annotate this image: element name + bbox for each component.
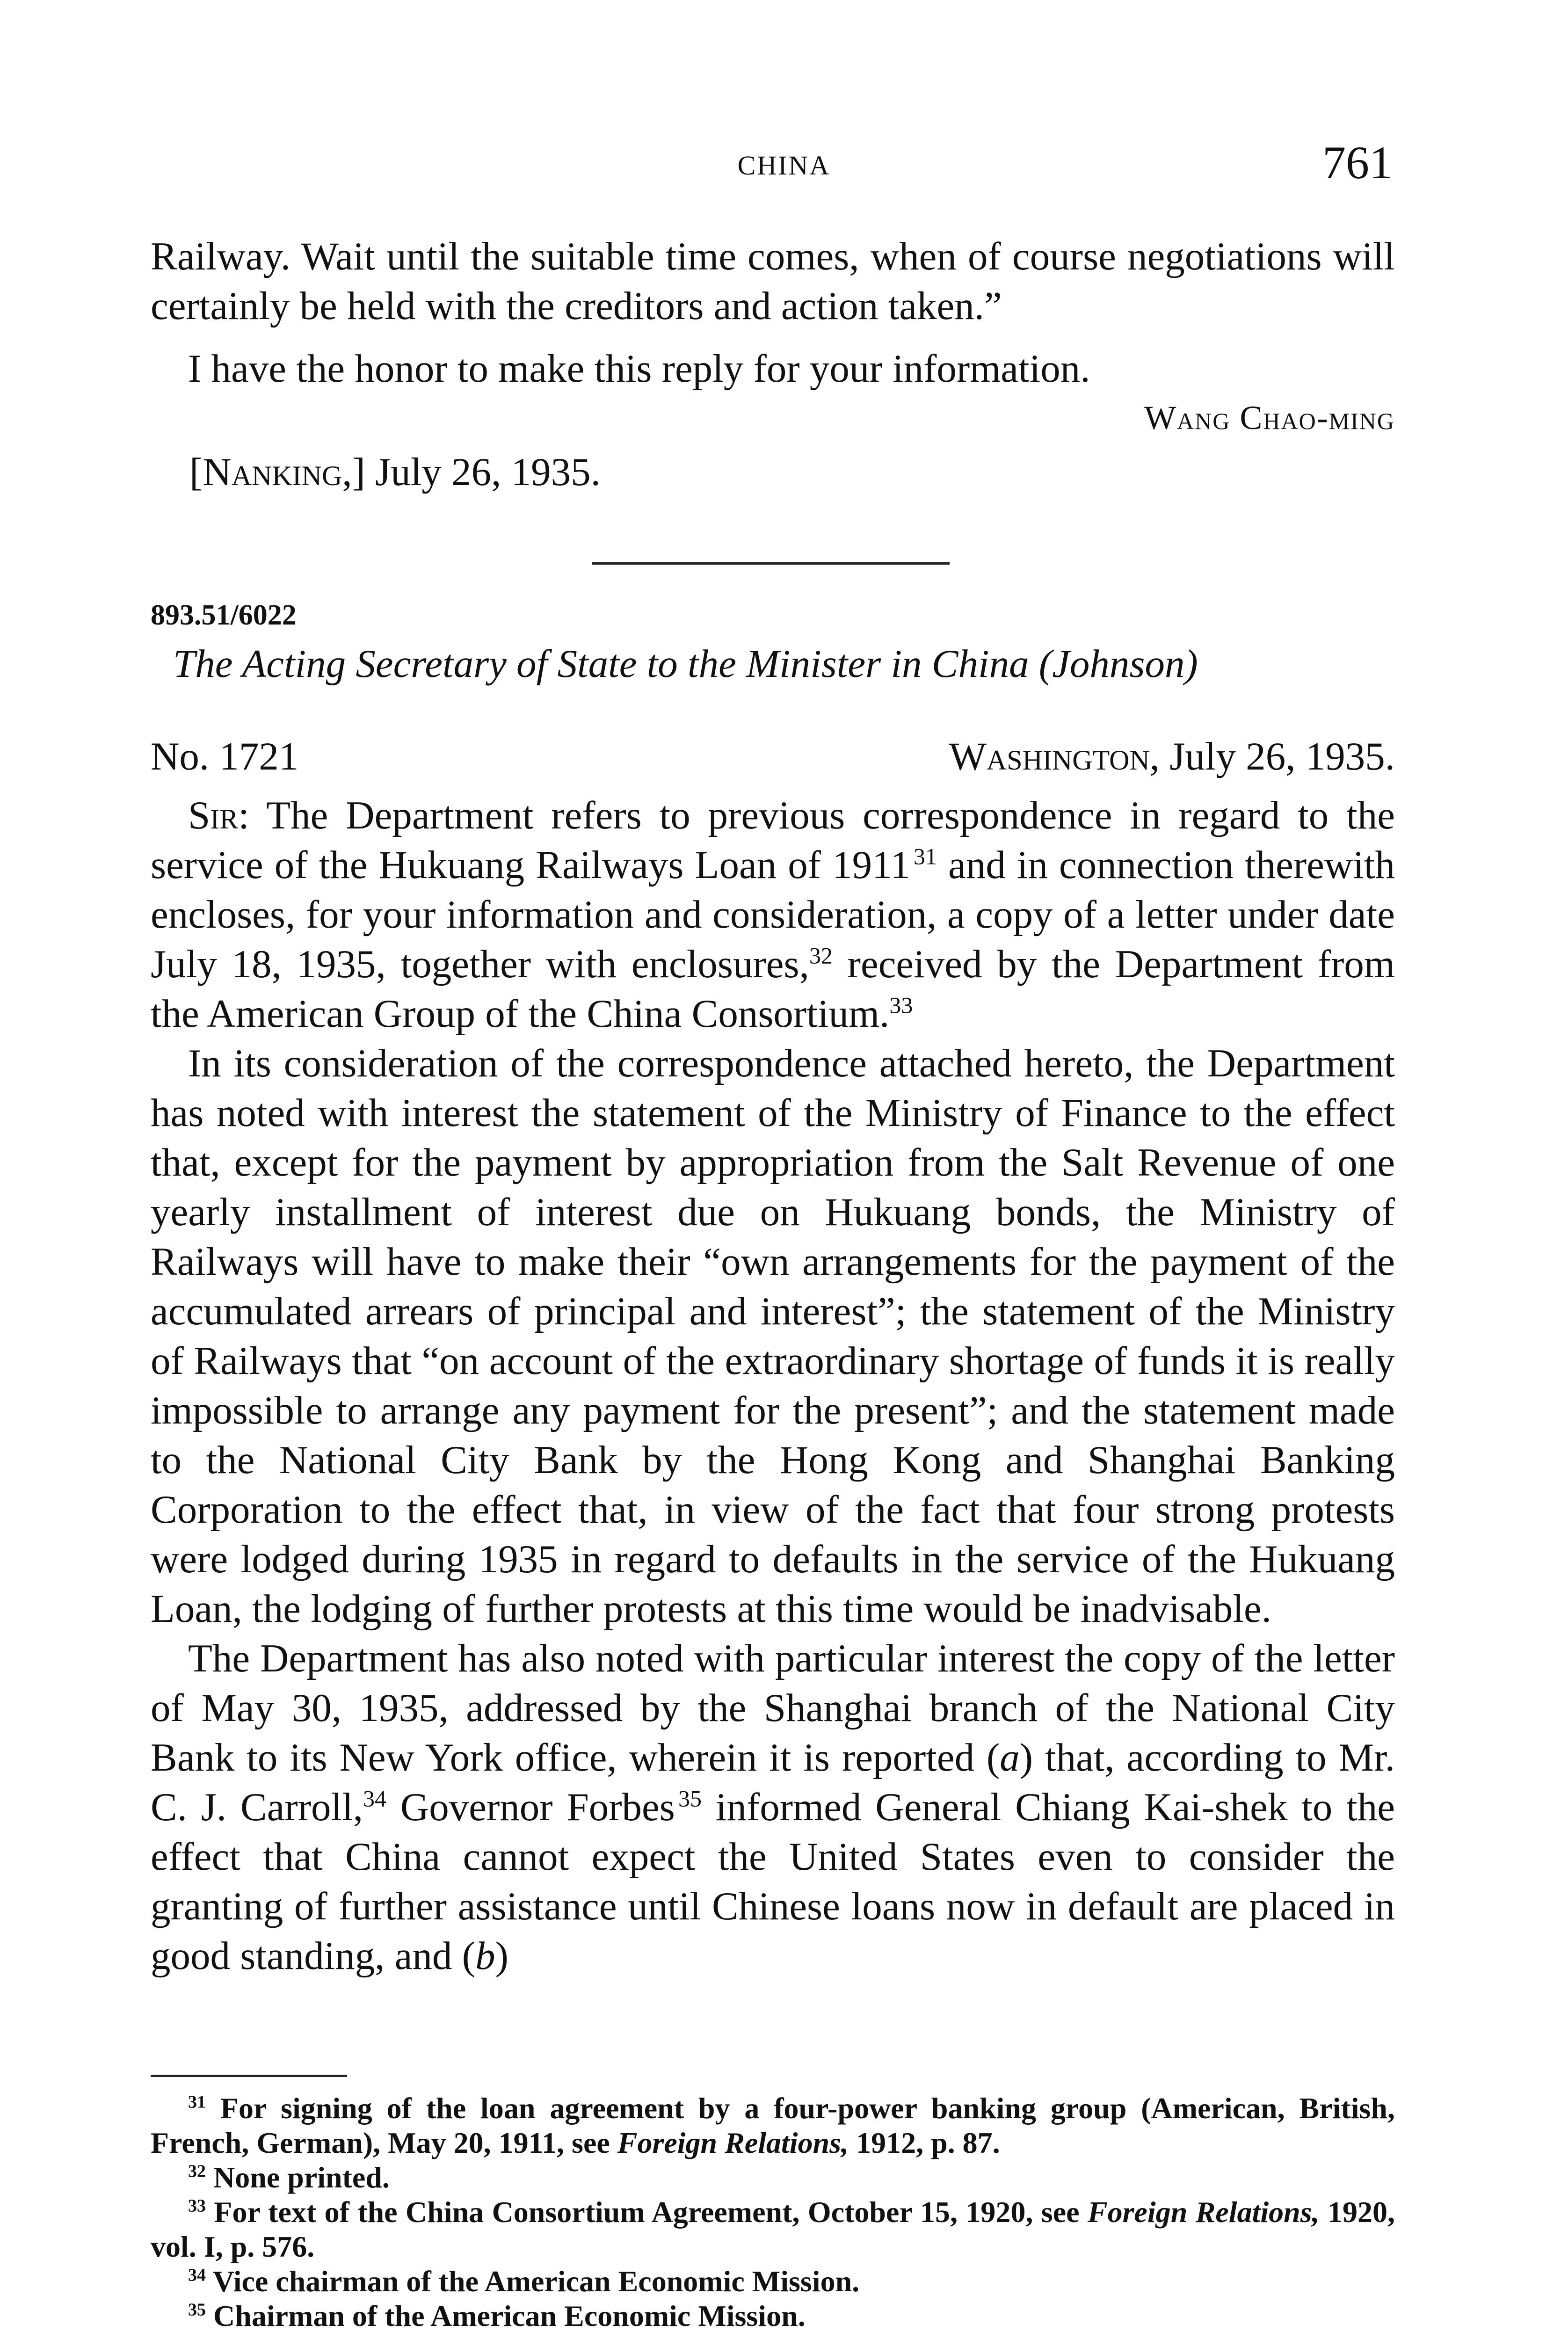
salutation: Sir xyxy=(188,793,239,837)
dateline-place: Nanking, xyxy=(203,450,352,494)
signature: Wang Chao-ming xyxy=(1144,399,1395,436)
body-paragraph-2: In its consideration of the correspondence attached hereto, the Department has noted with interest the statement of the Ministry of Finance to the effect that, except for the payment by appropriation from the Salt Revenue of one yearly installment of interest due on Hukuang bonds, the Ministry of Railways will have to make their “own arrangements for the payment of the accumulated arrears of principal and interest”; the statement of the Ministry of Railways that “on account of the extraordinary shortage of funds it is really impossible to arrange any payment for the present”; and the statement made to the National City Bank by the Hong Kong and Shanghai Banking Corporation to the effect that, in view of the fact that four strong protests were lodged during 1935 in regard to defaults in the service of the Hukuang Loan, the lodging of further protests at this time would be inadvisable. xyxy=(151,1041,1395,1631)
footnote-mark: 33 xyxy=(188,2196,206,2216)
footnote-mark: 32 xyxy=(188,2161,206,2181)
footnote-mark: 34 xyxy=(188,2265,206,2285)
document-title-text: The Acting Secretary of State to the Minister in China xyxy=(173,642,1029,686)
p3-part-e: ) xyxy=(495,1934,508,1978)
footnote-text: Vice chairman of the American Economic Mission. xyxy=(212,2265,860,2298)
footnote-mark: 35 xyxy=(188,2300,206,2320)
footnote-ref-34: 34 xyxy=(363,1785,387,1812)
document-title-name: Johnson xyxy=(1052,642,1185,686)
footnote-34 xyxy=(151,2264,1395,2299)
continuation-text: Railway. Wait until the suitable time comes, when of course negotiations will certainly be held with the creditors and action taken.” xyxy=(151,234,1395,328)
footnote-text: 1920, vol. I, p. 576. xyxy=(151,2195,1395,2263)
footnote-33 xyxy=(151,2195,1395,2264)
section-divider xyxy=(592,562,950,565)
reply-text: I have the honor to make this reply for your information. xyxy=(188,347,1090,391)
footnote-ref-31: 31 xyxy=(914,843,937,870)
p3-part-c: Governor Forbes xyxy=(400,1785,675,1829)
footnotes xyxy=(151,2091,1395,2333)
document-place: Washington, xyxy=(949,734,1160,778)
document-number: No. 1721 xyxy=(151,734,299,778)
continuation-paragraph xyxy=(151,232,1395,331)
p1-part-a: The Department refers to previous correspondence in regard to the service of the Hukuang Railways Loan of 1911 xyxy=(151,793,1395,887)
footnote-ref-32: 32 xyxy=(809,942,833,969)
running-title: CHINA xyxy=(737,150,831,181)
footnote-ref-35: 35 xyxy=(678,1785,702,1812)
footnote-35 xyxy=(151,2299,1395,2333)
file-number: 893.51/6022 xyxy=(151,599,297,631)
p3-part-b: ) that, according to Mr. C. J. Carroll, xyxy=(151,1736,1395,1829)
footnote-31 xyxy=(151,2091,1395,2160)
p3-part-a: The Department has also noted with particular interest the copy of the letter of May 30, 1935, addressed by the Shanghai branch of the National City Bank to its New York office, wherein it is reported ( xyxy=(151,1636,1395,1780)
p3-letter-a: a xyxy=(1000,1736,1020,1780)
footnote-divider xyxy=(151,2075,347,2077)
document-dateline xyxy=(949,734,1395,779)
footnote-text: 1912, p. 87. xyxy=(849,2126,1000,2159)
dateline: [Nanking,] July 26, 1935. xyxy=(189,450,601,494)
reply-paragraph xyxy=(151,344,1395,393)
letter-body xyxy=(151,791,1395,1981)
p1-part-c: received by the Department from the American Group of the China Consortium. xyxy=(151,942,1395,1036)
document-date: July 26, 1935. xyxy=(1169,734,1395,778)
footnote-mark: 31 xyxy=(188,2092,206,2112)
dateline-date: July 26, 1935. xyxy=(375,450,601,494)
footnote-text: None printed. xyxy=(213,2161,390,2194)
page-number: 761 xyxy=(1322,137,1393,189)
footnote-italic: Foreign Relations, xyxy=(1087,2195,1320,2229)
footnote-text: For signing of the loan agreement by a four-power banking group (American, British, French, German), May 20, 1911, see xyxy=(151,2092,1395,2159)
p1-part-b: and in connection therewith encloses, for your information and consideration, a copy of a letter under date July 18, 1935, together with enclosures, xyxy=(151,843,1395,986)
footnote-32 xyxy=(151,2160,1395,2195)
footnote-text: Chairman of the American Economic Mission. xyxy=(213,2299,806,2332)
p3-letter-b: b xyxy=(475,1934,495,1978)
body-paragraph-3 xyxy=(151,1634,1395,1981)
p3-part-d: informed General Chiang Kai-shek to the effect that China cannot expect the United States even to consider the granting of further assistance until Chinese loans now in default are placed in good standing, and ( xyxy=(151,1785,1395,1978)
body-paragraph-1: Sir: The Department refers to previous correspondence in regard to the service of the Hukuang Railways Loan of 1911 $^{31}$ and in connection therewith encloses, for your information and consideration, a copy of a letter under date July 18, 1935, together with enclosures,$^{32}$ received by the Department from the American Group of the China Consortium.$^{33}$ xyxy=(151,793,1395,1036)
document-title: The Acting Secretary of State to the Minister in China (Johnson) xyxy=(173,642,1198,686)
footnote-text: For text of the China Consortium Agreement, October 15, 1920, see xyxy=(214,2195,1088,2229)
footnote-italic: Foreign Relations, xyxy=(617,2126,849,2159)
footnote-ref-33: 33 xyxy=(889,992,913,1018)
